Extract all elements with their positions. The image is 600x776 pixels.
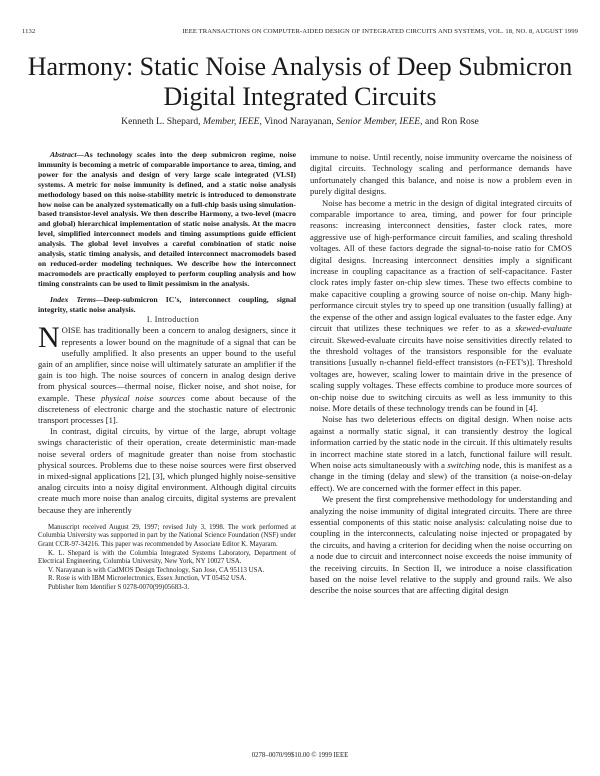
abstract-label: Abstract— bbox=[50, 150, 85, 159]
section-heading: I. Introduction bbox=[146, 314, 200, 324]
index-terms bbox=[38, 295, 296, 315]
journal-header: IEEE TRANSACTIONS ON COMPUTER-AIDED DESIGN OF INTEGRATED CIRCUITS AND SYSTEMS, VOL. 18, NO. 8, AUGUST 1999 bbox=[182, 28, 578, 35]
right-paragraph-4: We present the first comprehensive methodology for understanding and analyzing the noise immunity of digital integrated circuits. There are three essential components of this static noise analysis: calculating noise due to coupling in the interconnects, calculating noise injected or propagated by the circuits, and having a criterion for deciding when the noise occurring on a node due to circuit and interconnect noise exceeds the noise immunity of the receiving circuits. In Section II, we introduce a noise classification based on the noise level relative to the supply and ground rails. We also describe the noise sources that are affecting digital design bbox=[310, 494, 572, 596]
running-head bbox=[22, 28, 578, 40]
left-column bbox=[38, 150, 296, 593]
right-p3-text-b: node, this is manifest as a change in the timing (delay and slew) of the transition (a noise-on-delay effect). We are concerned with the former effect in this paper. bbox=[310, 459, 572, 493]
footnote-author-3: R. Rose is with IBM Microelectronics, Essex Junction, VT 05452 USA. bbox=[48, 575, 247, 583]
intro-paragraph-1 bbox=[38, 321, 296, 426]
footnote-author-2: V. Narayanan is with CadMOS Design Technology, San Jose, CA 95113 USA. bbox=[48, 566, 265, 574]
abstract-text: As technology scales into the deep submicron regime, noise immunity is becoming a metric of comparable importance to area, timing, and power for the analysis and design of very large scale integrated (VLSI) systems. A metric for noise immunity is defined, and a static noise analysis methodology based on this noise-stability metric is introduced to demonstrate how noise can be analyzed systematically on a full-chip basis using simulation-based transistor-level analysis. We then describe Harmony, a two-level (macro and global) hierarchical implementation of static noise analysis. At the macro level, simplified interconnect models and timing assumptions guide efficient analysis. The global level involves a careful combination of static noise analysis, static timing analysis, and detailed interconnect macromodels based on reduced-order modeling techniques. We describe how the interconnect macromodels are practically employed to perform coupling analysis and how timing constraints can be used to limit pessimism in the analysis. bbox=[38, 150, 296, 288]
footnote-author-1: K. L. Shepard is with the Columbia Integrated Systems Laboratory, Department of Electrical Engineering, Columbia University, New York, NY 10027 USA. bbox=[38, 549, 296, 566]
author-line bbox=[20, 116, 580, 128]
right-paragraph-1: immune to noise. Until recently, noise immunity overcame the noisiness of digital circuits. Technology scaling and performance demands have unfortunately changed this balance, and noise is now a problem even in purely digital designs. bbox=[310, 152, 572, 197]
index-terms-label: Index Terms— bbox=[50, 294, 104, 304]
right-p2-text-a: Noise has become a metric in the design of digital integrated circuits of comparable importance to area, timing, and power for four principle reasons: increasing interconnect densities, faster clock rates, more aggressive use of high-performance circuit families, and scaling threshold voltages. All of these factors degrade the signal-to-noise ratio for CMOS digital designs. Increasing interconnect densities imply a significant increase in coupling capacitance as a fraction of self-capacitance. Faster clock rates imply faster on-chip slew times. These two effects combine to make capacitive coupling a growing source of noise on-chip. Many high-performance circuit styles try to speed up one transition (usually falling) at the expense of the other and assign logical evaluates to the faster edge. Any circuit that utilizes these techniques we refer to as a bbox=[310, 197, 572, 334]
footnote-identifier: Publisher Item Identifier S 0278-0070(99)05683-3. bbox=[48, 583, 190, 591]
intro-text-a: OISE has traditionally been a concern to analog designers, since it represents a lower bound on the magnitude of a signal that can be usefully amplified. It also presents an upper bound to the useful gain of an amplifier, since noise will ultimately saturate an amplifier if the gain is too high. The noise sources of concern in analog design derive from physical sources—thermal noise, flicker noise, and shot noise, for example. These bbox=[38, 325, 296, 403]
page-number: 1132 bbox=[22, 28, 36, 35]
right-paragraph-2 bbox=[310, 198, 572, 415]
copyright-line: 0278–0070/99$10.00 © 1999 IEEE bbox=[251, 752, 349, 759]
author-1: Kenneth L. Shepard, bbox=[121, 116, 201, 127]
right-p2-text-b: circuit. Skewed-evaluate circuits have noise sensitivities directly related to the threshold voltages of the transistors responsible for the evaluate transitions [usually n-channel field-effect transistors (n-FET's)]. Threshold voltages are, however, scaling lower to maintain drive in the presence of scaling supply voltages. These effects combine to produce more sources of on-chip noise due to switching circuits as well as less immunity to this noise. More details of these technology trends can be found in [4]. bbox=[310, 334, 572, 413]
right-p2-emphasis: skewed-evaluate bbox=[515, 323, 572, 334]
footnotes bbox=[38, 524, 296, 593]
author-2: Vinod Narayanan, bbox=[264, 116, 334, 127]
right-column bbox=[310, 152, 572, 597]
author-3: and Ron Rose bbox=[424, 116, 479, 127]
index-terms-text: Deep-submicron IC's, interconnect coupling, signal integrity, static noise analysis. bbox=[38, 294, 296, 314]
intro-paragraph-2: In contrast, digital circuits, by virtue of the large, abrupt voltage swings characteristic of their operation, create deterministic man-made noise several orders of magnitude greater than noise from stochastic physical sources. Problems due to these noise sources were first observed in mixed-signal applications [2], [3], which plunged highly noise-sensitive analog circuits into a noisy digital environment. Although digital circuits create much more noise than analog circuits, digital systems are prevalent because they are inherently bbox=[38, 426, 296, 515]
author-1-role: Member, IEEE, bbox=[202, 116, 262, 127]
right-p3-text-a: Noise has two deleterious effects on digital design. When noise acts against a normally static signal, it can transiently destroy the logical information carried by the static node in the circuit. If this ultimately results in incorrect machine state stored in a latch, functional failure will result. When noise acts simultaneously with a bbox=[310, 414, 572, 470]
intro-emphasis: physical noise sources bbox=[100, 392, 186, 403]
paper-title: Harmony: Static Noise Analysis of Deep Submicron Digital Integrated Circuits bbox=[27, 52, 573, 111]
right-p3-emphasis: switching bbox=[447, 459, 481, 470]
intro-text-b: come about because of the discreteness of electronic charge and the stochastic nature of electronic transport processes [1]. bbox=[38, 392, 296, 425]
footnote-manuscript: Manuscript received August 29, 1997; revised July 3, 1998. The work performed at Columbia University was supported in part by the National Science Foundation (NSF) under Grant CCR-97-34216. This paper was recommended by Associate Editor K. Mayaram. bbox=[38, 523, 296, 548]
abstract bbox=[38, 150, 296, 289]
drop-cap: N bbox=[38, 321, 60, 355]
author-2-role: Senior Member, IEEE, bbox=[336, 116, 423, 127]
right-paragraph-3 bbox=[310, 414, 572, 494]
